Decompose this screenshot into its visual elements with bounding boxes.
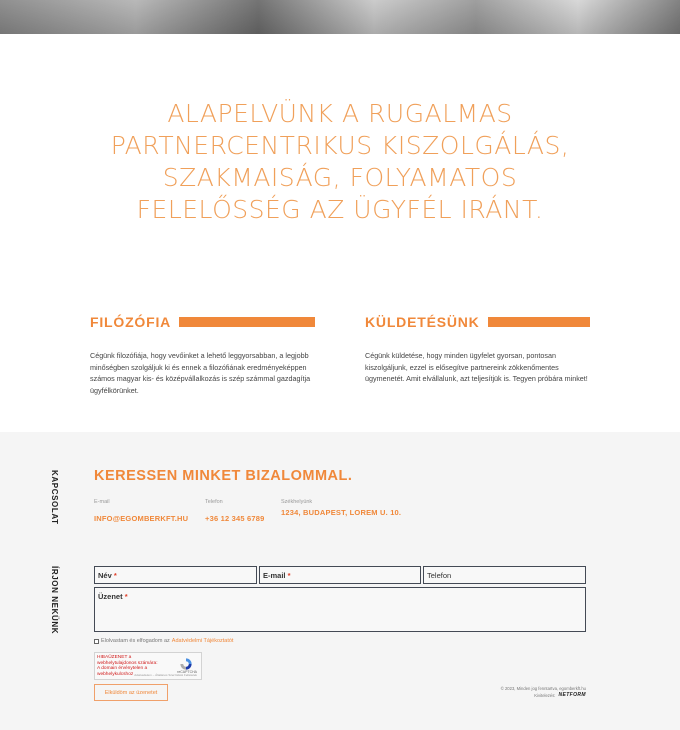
mission-tagline bbox=[60, 98, 620, 226]
phone-field[interactable] bbox=[423, 566, 586, 584]
accent-bar bbox=[179, 317, 315, 327]
copyright-text: © 2023, Minden jog fenntartva, egomberkft.hu bbox=[500, 686, 586, 691]
address-value: 1234, BUDAPEST, LOREM U. 10. bbox=[281, 508, 402, 517]
mission-title: KÜLDETÉSÜNK bbox=[365, 314, 480, 330]
phone-label: Telefon bbox=[205, 499, 223, 505]
made-by-label: Kivitelezés: bbox=[534, 693, 556, 698]
contact-side-label: KAPCSOLAT bbox=[50, 470, 59, 525]
privacy-policy-link[interactable]: Adatvédelmi Tájékoztatót bbox=[171, 638, 234, 644]
copyright-block bbox=[501, 685, 586, 699]
message-field-label: Üzenet bbox=[98, 592, 123, 601]
email-field[interactable] bbox=[259, 566, 421, 584]
consent-text: Elolvastam és elfogadom az bbox=[101, 638, 170, 644]
recaptcha-brand: reCAPTCHA bbox=[177, 670, 197, 674]
name-field-label: Név bbox=[98, 571, 112, 580]
email-label: E-mail bbox=[94, 499, 110, 505]
philosophy-title: FILÓZÓFIA bbox=[90, 314, 172, 330]
phone-field-label: Telefon bbox=[427, 571, 452, 580]
name-field[interactable] bbox=[94, 566, 257, 584]
accent-bar bbox=[488, 317, 590, 327]
write-us-side-label: ÍRJON NEKÜNK bbox=[50, 566, 59, 635]
tagline-line: PARTNERCENTRIKUS KISZOLGÁLÁS, bbox=[110, 131, 570, 160]
mission-text: Cégünk küldetése, hogy minden ügyfelet gyorsan, pontosan kiszolgáljunk, ezzel is elősegítve partnereink zökkenőmentes ügymenetét. Amit elvállalunk, azt teljesítjük is. Tegyen próbára minket! bbox=[365, 351, 588, 383]
contact-phone bbox=[205, 499, 265, 526]
tagline-line: ALAPELVÜNK A RUGALMAS bbox=[167, 99, 513, 128]
contact-title: KERESSEN MINKET BIZALOMMAL. bbox=[94, 468, 353, 484]
recaptcha-widget[interactable] bbox=[94, 652, 202, 680]
required-mark: * bbox=[113, 571, 117, 580]
tagline-line: FELELŐSSÉG AZ ÜGYFÉL IRÁNT. bbox=[136, 195, 544, 224]
philosophy-text: Cégünk filozófiája, hogy vevőinket a lehető leggyorsabban, a legjobb minőségben szolgáljuk ki és ennek a filozófiának eredményeképpen számos magyar kis- és középvállalkozás is szép számmal gazdagítja ügyfélkörünket. bbox=[90, 351, 311, 395]
required-mark: * bbox=[287, 571, 291, 580]
email-link[interactable]: INFO@EGOMBERKFT.HU bbox=[94, 514, 189, 523]
phone-link[interactable]: +36 12 345 6789 bbox=[205, 514, 265, 523]
email-field-label: E-mail bbox=[263, 571, 286, 580]
contact-email bbox=[94, 499, 188, 526]
hero-image-strip bbox=[0, 0, 680, 34]
recaptcha-icon bbox=[179, 657, 193, 671]
submit-button[interactable]: Elküldöm az üzenetet bbox=[94, 684, 168, 701]
privacy-consent bbox=[94, 638, 233, 644]
philosophy-section bbox=[90, 312, 315, 396]
required-mark: * bbox=[124, 592, 128, 601]
address-label: Székhelyünk bbox=[281, 499, 313, 505]
contact-address bbox=[281, 499, 401, 517]
tagline-line: SZAKMAISÁG, FOLYAMATOS bbox=[162, 163, 518, 192]
made-by bbox=[501, 692, 586, 699]
recaptcha-privacy: Adatvédelem – Általános Szerződési Feltételek bbox=[134, 673, 197, 677]
netform-logo[interactable]: NETFORM bbox=[558, 692, 586, 698]
philosophy-heading bbox=[90, 312, 315, 332]
message-field[interactable] bbox=[94, 587, 586, 632]
recaptcha-error: HIBAÜZENET a webhelytulajdonos számára: A domain érvénytelen a webhelykulcshoz bbox=[97, 655, 158, 677]
consent-checkbox[interactable] bbox=[94, 639, 99, 644]
mission-heading bbox=[365, 312, 590, 332]
mission-section bbox=[365, 312, 590, 385]
